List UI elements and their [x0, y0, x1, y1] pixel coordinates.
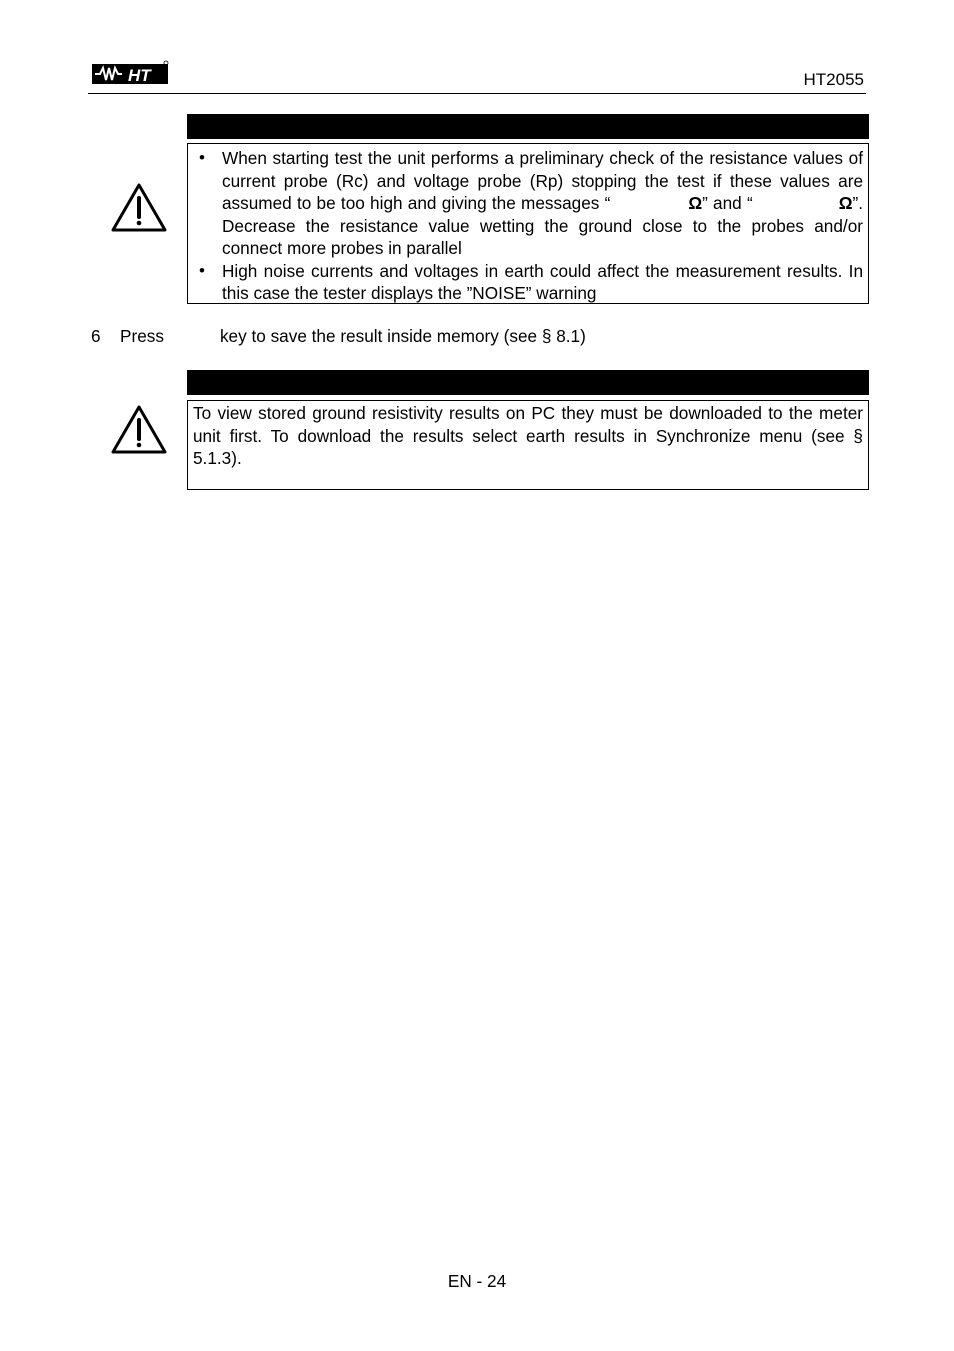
warning-triangle-icon	[110, 181, 168, 233]
logo-text: HT	[128, 66, 151, 85]
note-box	[187, 400, 869, 490]
model-name: HT2055	[803, 70, 864, 89]
caution-bar	[187, 370, 869, 395]
step-number: 6	[91, 326, 101, 346]
bullet-dot: •	[199, 260, 205, 280]
note-text: To view stored ground resistivity results on PC they must be downloaded to the meter unit first. To download the results select earth results in Synchronize menu (see § 5.1.3).	[193, 403, 863, 468]
caution-box	[187, 143, 869, 304]
step-text: key to save the result inside memory (see § 8.1)	[219, 326, 586, 346]
header-divider	[88, 93, 866, 94]
bullet-dot: •	[199, 148, 205, 167]
caution-bullet-1: • When starting test the unit performs a preliminary check of the resistance values of current probe (Rc) and voltage probe (Rp) stopping the test if these values are assumed to be too high and giving the messages “ Ω” and “ Ω”. Decrease the resistance value wetting the ground close to the probes and/or connect more probes in parallel	[199, 148, 863, 258]
step-press: Press	[120, 326, 164, 346]
page-number: EN - 24	[447, 1271, 507, 1291]
ht-logo	[92, 60, 170, 88]
caution-bar	[187, 114, 869, 139]
step-6	[91, 325, 586, 347]
warning-triangle-icon	[110, 403, 168, 455]
caution-bullet-2: • High noise currents and voltages in earth could affect the measurement results. In this case the tester displays the ”NOISE” warning	[199, 260, 863, 303]
